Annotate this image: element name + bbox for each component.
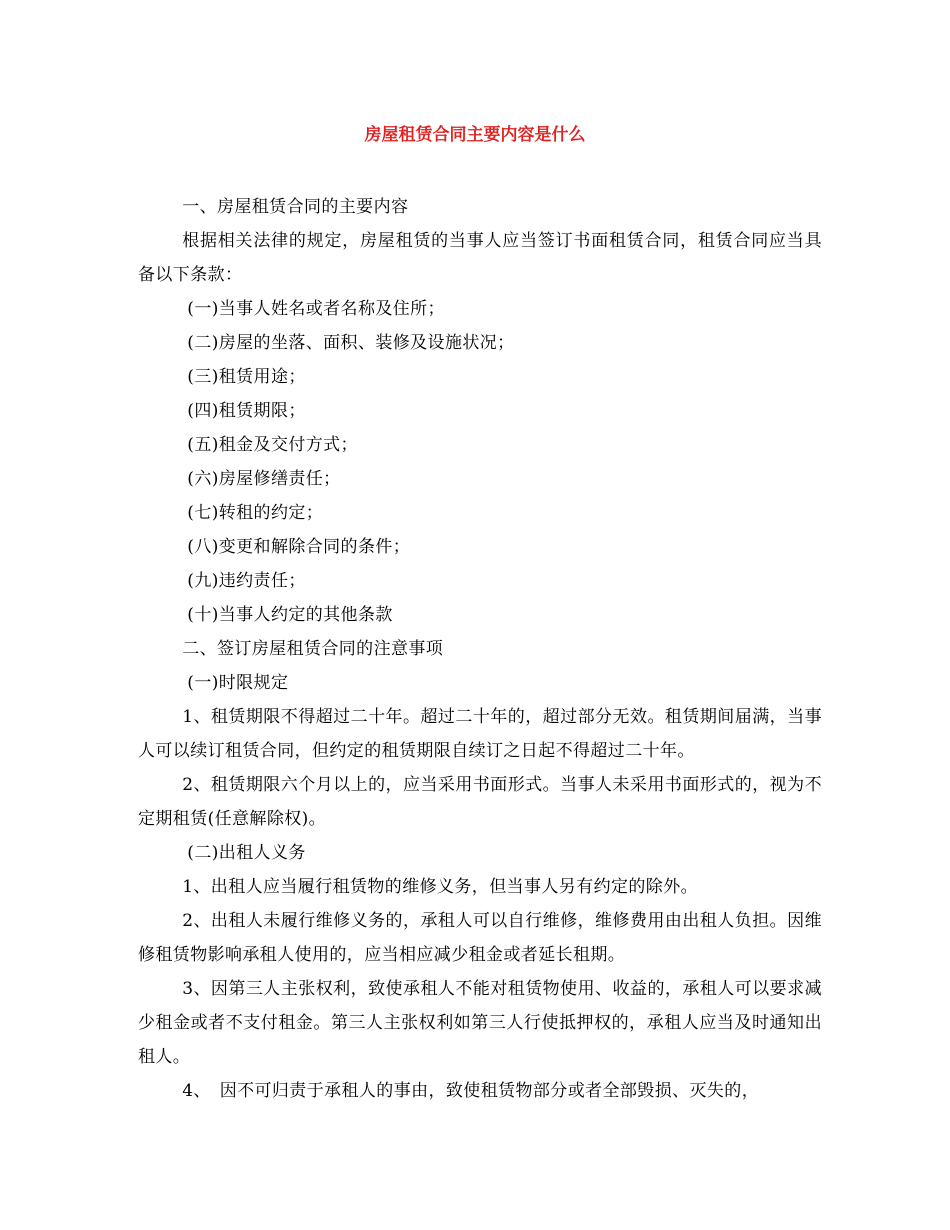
section-heading: 一、房屋租赁合同的主要内容: [182, 197, 409, 217]
list-item: (六)房屋修缮责任；: [187, 469, 341, 489]
paragraph: 1、出租人应当履行租赁物的维修义务，但当事人另有约定的除外。: [182, 877, 699, 897]
list-item: (一)当事人姓名或者名称及住所；: [187, 299, 445, 319]
list-item: (二)房屋的坐落、面积、装修及设施状况；: [187, 333, 515, 353]
paragraph: 1、租赁期限不得超过二十年。超过二十年的，超过部分无效。租赁期间届满，当事人可以续订租赁合同，但约定的租赁期限自续订之日起不得超过二十年。: [138, 707, 822, 761]
paragraph: 2、出租人未履行维修义务的，承租人可以自行维修，维修费用由出租人负担。因维修租赁物影响承租人使用的，应当相应减少租金或者延长租期。: [138, 911, 822, 965]
list-item: (五)租金及交付方式；: [187, 435, 358, 455]
section-heading: 二、签订房屋租赁合同的注意事项: [182, 639, 444, 659]
list-item: (七)转租的约定；: [187, 503, 324, 523]
paragraph: 4、 因不可归责于承租人的事由，致使租赁物部分或者全部毁损、灭失的，: [182, 1081, 760, 1101]
list-item: (三)租赁用途；: [187, 367, 306, 387]
paragraph: 3、因第三人主张权利，致使承租人不能对租赁物使用、收益的，承租人可以要求减少租金或者不支付租金。第三人主张权利如第三人行使抵押权的，承租人应当及时通知出租人。: [138, 979, 822, 1067]
list-item: (九)违约责任；: [187, 571, 306, 591]
paragraph: 根据相关法律的规定，房屋租赁的当事人应当签订书面租赁合同，租赁合同应当具备以下条款：: [138, 231, 822, 285]
subheading: (一)时限规定: [187, 673, 289, 693]
list-item: (十)当事人约定的其他条款: [187, 605, 393, 625]
document-body: [138, 190, 822, 1108]
list-item: (四)租赁期限；: [187, 401, 306, 421]
list-item: (八)变更和解除合同的条件；: [187, 537, 411, 557]
document-title: 房屋租赁合同主要内容是什么: [364, 125, 586, 145]
paragraph: 2、租赁期限六个月以上的，应当采用书面形式。当事人未采用书面形式的，视为不定期租赁(任意解除权)。: [138, 775, 822, 829]
subheading: (二)出租人义务: [187, 843, 306, 863]
